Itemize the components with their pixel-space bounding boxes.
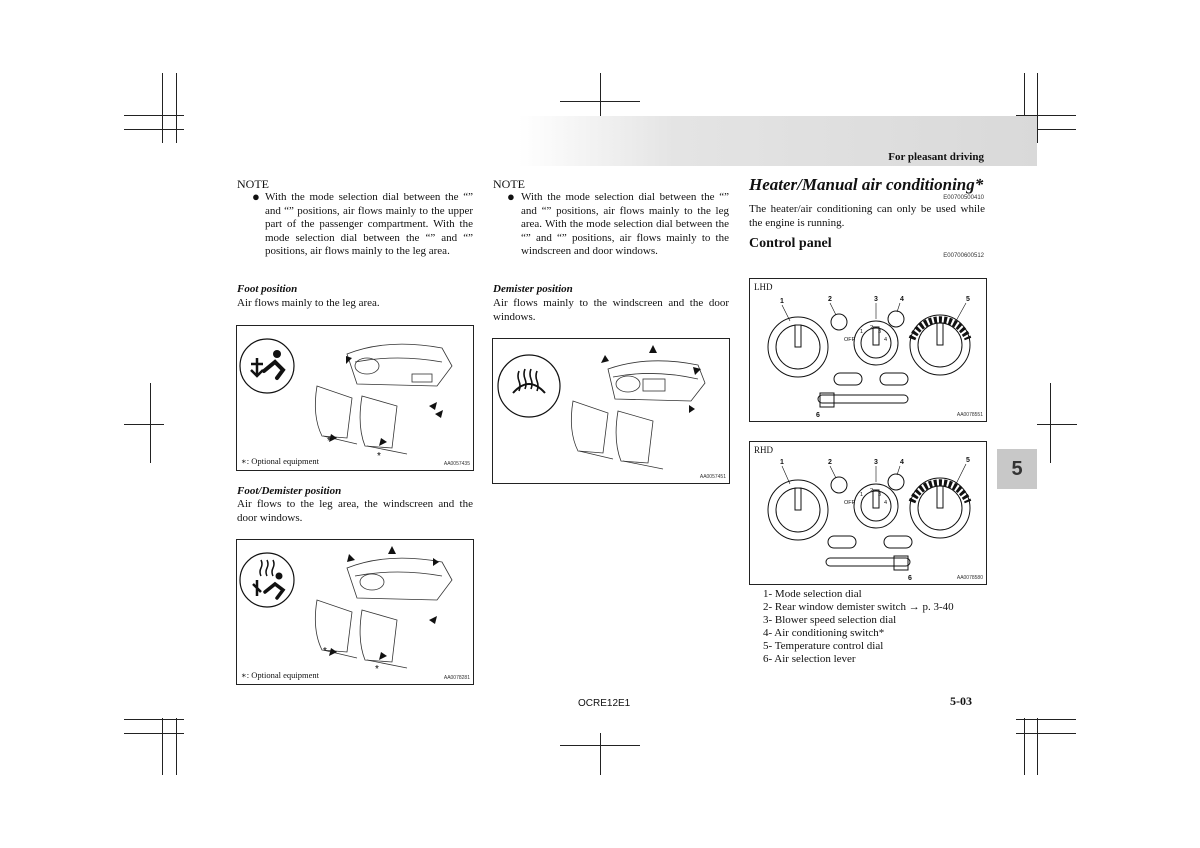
page-number: 5-03 [950, 694, 972, 708]
note-label: NOTE [237, 177, 269, 191]
control-code: E00700600512 [943, 253, 984, 259]
foot-position-figure [236, 325, 474, 471]
svg-text:2: 2 [870, 488, 874, 494]
svg-text:4: 4 [900, 296, 904, 303]
svg-text:2: 2 [870, 325, 874, 331]
svg-text:3: 3 [874, 459, 878, 466]
bullet-icon: ● [252, 189, 260, 204]
svg-text:3: 3 [874, 296, 878, 303]
svg-text:1: 1 [780, 298, 784, 305]
foot-position-text: Air flows mainly to the leg area. [237, 297, 380, 309]
svg-text:4: 4 [884, 500, 888, 506]
svg-text:1: 1 [860, 492, 864, 498]
rhd-label: RHD [754, 445, 774, 455]
foot-position-illustration [237, 326, 473, 470]
list-item: 6- Air selection lever [763, 653, 856, 665]
control-panel-title: Control panel [749, 236, 832, 251]
fig1-footnote: ∗: Optional equipment [241, 456, 320, 466]
bullet-icon-2: ● [507, 189, 515, 204]
footer-code: OCRE12E1 [578, 698, 631, 709]
svg-text:3: 3 [878, 329, 882, 335]
svg-text:OFF: OFF [844, 337, 855, 343]
svg-text:6: 6 [816, 412, 820, 419]
svg-text:OFF: OFF [844, 500, 855, 506]
svg-text:*: * [377, 451, 381, 462]
rhd-code: AA0078580 [956, 575, 983, 581]
note-text-2: With the mode selection dial between the “” and “” positions, air flows mainly to the leg area. With the mode selection dial between the “” and “” positions, air flows mainly to the windscreen and door windows. [521, 191, 729, 257]
fig3-code: AA0057451 [699, 474, 726, 480]
lhd-figure [749, 278, 987, 422]
rhd-control-panel-illustration [750, 442, 986, 584]
foot-demister-figure [236, 539, 474, 685]
fig2-footnote: ∗: Optional equipment [241, 670, 320, 680]
fig2-code: AA0078281 [443, 675, 470, 681]
demister-position-text: Air flows mainly to the windscreen and the door windows. [493, 297, 729, 323]
demister-icon [498, 355, 560, 417]
demister-position-figure [492, 338, 730, 484]
note-label-2: NOTE [493, 177, 525, 191]
demister-illustration [493, 339, 729, 483]
foot-demister-title: Foot/Demister position [237, 485, 342, 497]
svg-text:3: 3 [878, 492, 882, 498]
list-item: 5- Temperature control dial [763, 640, 884, 652]
svg-text:1: 1 [860, 329, 864, 335]
svg-text:4: 4 [884, 337, 888, 343]
svg-text:5: 5 [966, 457, 970, 464]
list-item: 3- Blower speed selection dial [763, 614, 897, 626]
title-code: E00700500410 [943, 195, 984, 201]
chapter-tab: 5 [997, 449, 1037, 489]
fig1-code: AA0057435 [443, 461, 470, 467]
svg-text:2: 2 [828, 296, 832, 303]
svg-text:*: * [327, 436, 331, 447]
foot-demister-text: Air flows to the leg area, the windscreen and the door windows. [237, 498, 473, 524]
demister-position-title: Demister position [493, 283, 573, 295]
svg-text:*: * [375, 664, 379, 675]
svg-text:1: 1 [780, 459, 784, 466]
svg-text:*: * [323, 646, 327, 657]
control-panel-illustration [750, 279, 986, 421]
lhd-label: LHD [754, 282, 773, 292]
list-item: 2- Rear window demister switch → p. 3-40 [763, 601, 954, 613]
svg-text:5: 5 [966, 296, 970, 303]
foot-demister-illustration [237, 540, 473, 684]
section-title: For pleasant driving [888, 151, 984, 163]
list-item: 1- Mode selection dial [763, 588, 862, 600]
svg-text:4: 4 [900, 459, 904, 466]
note-text: With the mode selection dial between the “” and “” positions, air flows mainly to the upper part of the passenger compartment. With the mode selection dial between the “” and “” positions, air flows mainly to the leg area. [265, 191, 473, 257]
svg-text:6: 6 [908, 575, 912, 582]
page-title: Heater/Manual air conditioning* [749, 175, 984, 194]
rhd-figure [749, 441, 987, 585]
svg-text:2: 2 [828, 459, 832, 466]
foot-position-title: Foot position [237, 283, 298, 295]
control-list [763, 588, 954, 666]
intro-text: The heater/air conditioning can only be used while the engine is running. [749, 203, 985, 229]
list-item: 4- Air conditioning switch* [763, 627, 885, 639]
lhd-code: AA0078551 [956, 412, 983, 418]
